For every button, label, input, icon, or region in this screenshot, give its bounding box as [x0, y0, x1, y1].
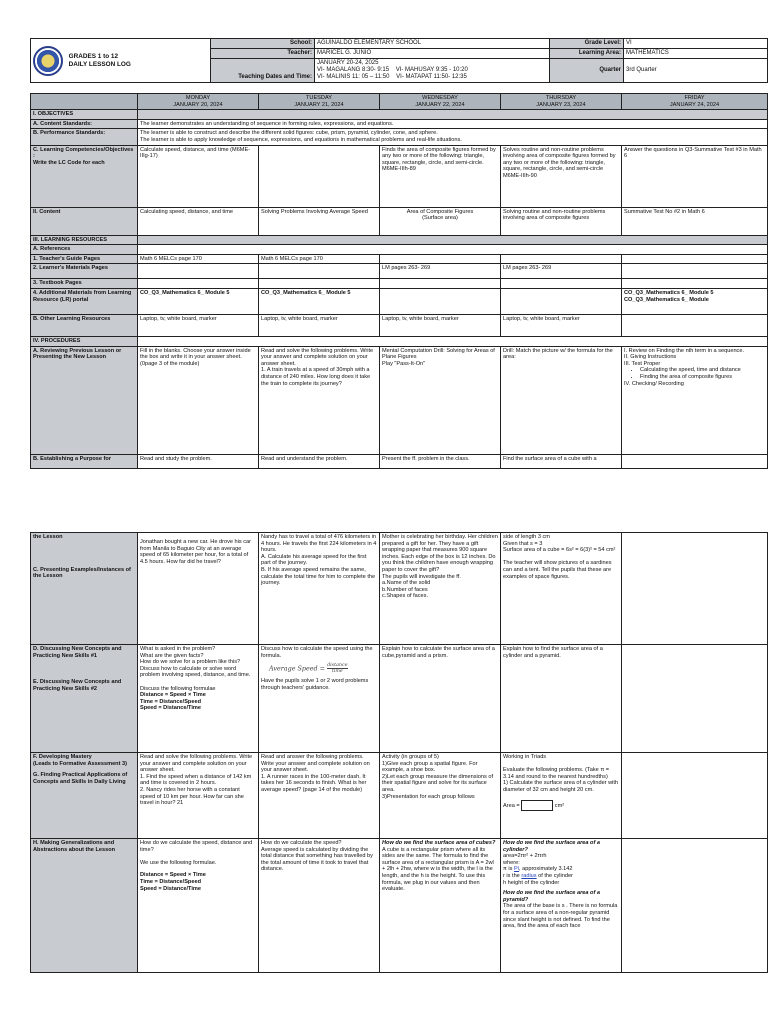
procedure-e-label: E. Discussing New Concepts and Practicing New Skills #2 [33, 679, 122, 692]
average-speed-formula: Average Speed = $\frac{\text{distance}}{\text{time}}$ [269, 663, 348, 675]
logo-title-cell [31, 39, 211, 83]
procedure-a-label: A. Reviewing Previous Lesson or Presenting the New Lesson [31, 346, 138, 454]
content-standards-value: The learner demonstrates an understanding of sequence in forming rules, expressions, and equations. [138, 119, 768, 129]
radius-link[interactable]: radius [521, 872, 537, 879]
learners-materials-wednesday: LM pages 263- 269 [380, 264, 501, 279]
procedure-fg-thursday: Working in Triads Evaluate the following problems. (Take π = 3.14 and round to the nearest hundredths) 1) Calculate the surface area of a cylinder with diameter of 32 cm and height 20 cm. Area = cm² [501, 753, 622, 839]
competency-friday: Answer the questions in Q3-Summative Test #3 in Math 6 [622, 145, 768, 207]
day-monday: MONDAY JANUARY 20, 2024 [138, 94, 259, 110]
procedure-b-monday: Read and study the problem. [138, 454, 259, 468]
list-item: • Finding the area of composite figures [640, 374, 765, 381]
additional-materials-tuesday: CO_Q3_Mathematics 6_ Module 5 [259, 288, 380, 314]
quarter-value: 3rd Quarter [624, 59, 768, 83]
procedure-fg-tuesday: Read and answer the following problems. Write your answer and complete solution on your answer sheet. 1. A runner races in the 100-meter dash. It takes her 16 seconds to finish. What is her average speed? (page 14 of the module) [259, 753, 380, 839]
header-table [30, 38, 768, 83]
procedures-heading: IV. PROCEDURES [31, 336, 138, 346]
competency-tuesday [259, 145, 380, 207]
lesson-table-page-1 [30, 93, 768, 469]
procedure-g-label: G. Finding Practical Applications of Concepts and Skills in Daily Living [33, 772, 128, 785]
procedure-de-wednesday: Explain how to calculate the surface area of a cube,pyramid and a prism. [380, 645, 501, 753]
lesson-table-page-2 [30, 532, 768, 973]
learners-materials-thursday: LM pages 263- 269 [501, 264, 622, 279]
procedure-b-tuesday: Read and understand the problem. [259, 454, 380, 468]
procedure-h-monday: How do we calculate the speed, distance and time? We use the following formulae. Distance = Speed × Time Time = Distance/Speed Speed = Distance/Time [138, 839, 259, 973]
procedure-fg-wednesday: Activity (in groups of 5) 1)Give each group a spatial figure. For example, a shoe box. 2)Let each group measure the dimensions of their spatial figure and solve for its surface area. 3)Presentation for each group follows [380, 753, 501, 839]
competency-wednesday: Finds the area of composite figures formed by any two or more of the following: triangle, square, rectangle, circle, and semi-circle. M6ME-IIIh-89 [380, 145, 501, 207]
procedure-b-wednesday: Present the ff. problem in the class. [380, 454, 501, 468]
procedure-b-label: B. Establishing a Purpose for [31, 454, 138, 468]
teacher-label: Teacher: [211, 49, 315, 59]
procedure-c-wednesday: Mother is celebrating her birthday. Her children prepared a gift for her. They have a gift wrapping paper that measures 900 square inches. Each edge of the box is 12 inches. Do you think the children have enough wrapping paper to cover the gift? The pupils will investigate the ff. a.Name of the solid b.Number of faces c.Shapes of faces. [380, 533, 501, 645]
procedure-a-friday: I. Review on Finding the nth term in a sequence. II. Giving Instructions III. Test Proper • Calculating the speed, time and distance • Finding the area of composite figures IV. Checking/ Recording [622, 346, 768, 454]
content-label: II. Content [31, 207, 138, 235]
test-proper-list [624, 367, 765, 380]
day-thursday: THURSDAY JANUARY 23, 2024 [501, 94, 622, 110]
list-item: • Calculating the speed, time and distance [640, 367, 765, 374]
procedure-f-label: F. Developing Mastery (Leads to Formative Assessment 3) [33, 754, 127, 767]
teacher-value: MARICEL G. JUNIO [315, 49, 550, 59]
school-label: School: [211, 39, 315, 49]
grade-label: Grade Level: [550, 39, 624, 49]
objectives-heading: I. OBJECTIVES [31, 110, 138, 120]
performance-standards-value: The learner is able to construct and describe the different solid figures: cube, prism, pyramid, cylinder, cone, and sphere. The learner is able to apply knowledge of sequence, expressions, and equations in mathematical problems and real-life situations. [138, 129, 768, 145]
teachers-guide-tuesday: Math 6 MELCs page 170 [259, 254, 380, 264]
speed-formulas: Distance = Speed × Time Time = Distance/Speed Speed = Distance/Time [140, 872, 206, 892]
procedure-b-label-cont: the Lesson [33, 534, 63, 540]
days-header-row [31, 94, 768, 110]
resources-heading: III. LEARNING RESOURCES [31, 235, 138, 245]
school-value: AGUINALDO ELEMENTARY SCHOOL [315, 39, 550, 49]
area-answer-box[interactable] [521, 800, 553, 811]
content-wednesday: Area of Composite Figures (Surface area) [380, 207, 501, 235]
learners-materials-label: 2. Learner's Materials Pages [31, 264, 138, 279]
deped-seal-icon [33, 46, 63, 76]
additional-materials-monday: CO_Q3_Mathematics 6_ Module 5 [138, 288, 259, 314]
procedure-fg-monday: Read and solve the following problems. Write your answer and complete solution on your answer sheet. 1. Find the speed when a distance of 142 km and time is covered in 2 hours. 2. Nancy rides her horse with a constant speed of 10 km per hour. How far can she travel in hour? 21 [138, 753, 259, 839]
content-thursday: Solving routine and non-routine problems involving area of composite figures [501, 207, 622, 235]
additional-materials-label: 4. Additional Materials from Learning Resource (LR) portal [31, 288, 138, 314]
procedure-c-label: C. Presenting Examples/Instances of the Lesson [33, 566, 131, 580]
other-resources-monday: Laptop, tv, white board, marker [138, 314, 259, 336]
other-resources-thursday: Laptop, tv, white board, marker [501, 314, 622, 336]
pi-link[interactable]: Pi [514, 866, 519, 873]
grade-value: VI [624, 39, 768, 49]
competency-monday: Calculate speed, distance, and time (M6ME-IIIg-17) [138, 145, 259, 207]
day-friday: FRIDAY JANUARY 24, 2024 [622, 94, 768, 110]
learning-area-label: Learning Area: [550, 49, 624, 59]
procedure-a-monday: Fill in the blanks. Choose your answer inside the box and write it in your answer sheet. (0page 3 of the module) [138, 346, 259, 454]
competencies-label: C. Learning Competencies/Objectives : Write the LC Code for each [31, 145, 138, 207]
dates-value: JANUARY 20-24, 2025 VI- MAGALANG 8:30- 9:15 VI- MAHUSAY 9:35 - 10:20 VI- MALINIS 11: 05 – 11:50 VI- MATAPAT 11:50- 12:35 [315, 59, 550, 83]
procedure-c-thursday: side of length 3 cm Given that s = 3 Surface area of a cube = 6s² = 6(3)² = 54 cm² The teacher will show pictures of a sardines can and a tent. Tell the pupils that these are examples of space figures. [501, 533, 622, 645]
teachers-guide-label: 1. Teacher's Guide Pages [31, 254, 138, 264]
log-title-line1: GRADES 1 to 12 [68, 52, 119, 60]
procedure-h-label: H. Making Generalizations and Abstractions about the Lesson [31, 839, 138, 973]
procedure-c-monday: Jonathan bought a new car. He drove his car from Manila to Baguio City at an average speed of 65 kilometer per hour, for a total of 4.5 hours. How far did he travel? [138, 533, 259, 645]
other-resources-wednesday: Laptop, tv, white board, marker [380, 314, 501, 336]
other-resources-tuesday: Laptop, tv, white board, marker [259, 314, 380, 336]
quarter-label: Quarter [550, 59, 624, 83]
additional-materials-friday: CO_Q3_Mathematics 6_ Module 5 CO_Q3_Mathematics 6_ Module [622, 288, 768, 314]
log-title-line2: DAILY LESSON LOG [68, 60, 131, 68]
procedure-d-label: D. Discussing New Concepts and Practicing New Skills #1 [33, 646, 122, 659]
references-label: A. References [31, 245, 138, 255]
content-tuesday: Solving Problems Involving Average Speed [259, 207, 380, 235]
procedure-b-thursday: Find the surface area of a cube with a [501, 454, 622, 468]
procedure-a-wednesday: Mental Computation Drill: Solving for Areas of Plane Figures Play "Pass-It-On" [380, 346, 501, 454]
procedure-de-monday: What is asked in the problem? What are the given facts? How do we solve for a problem like this? Discuss how to calculate or solve word problem involving speed, distance, and time. Discuss the following formulae Distance = Speed × Time Time = Distance/Speed Speed = Distance/Time [138, 645, 259, 753]
learning-area-value: MATHEMATICS [624, 49, 768, 59]
day-tuesday: TUESDAY JANUARY 21, 2024 [259, 94, 380, 110]
lesson-log-page-1 [30, 38, 767, 469]
procedure-h-tuesday: How do we calculate the speed? Average speed is calculated by dividing the total distance that something has travelled by the total amount of time it took to travel that distance. [259, 839, 380, 973]
textbook-pages-label: 3. Textbook Pages [31, 279, 138, 289]
procedure-de-tuesday: Discuss how to calculate the speed using the formula. Average Speed = $\frac{\text{distance}}{\text{time}}$ Have the pupils solve 1 or 2 word problems through teachers' guidance. [259, 645, 380, 753]
dates-label: Teaching Dates and Time: [211, 59, 315, 83]
content-monday: Calculating speed, distance, and time [138, 207, 259, 235]
competency-thursday: Solves routine and non-routine problems involving area of composite figures formed by any two or more of the following: triangle, square, rectangle, circle, and semi-circle M6ME-IIIh-90 [501, 145, 622, 207]
speed-formulas: Distance = Speed × Time Time = Distance/Speed Speed = Distance/Time [140, 692, 206, 712]
teachers-guide-monday: Math 6 MELCs page 170 [138, 254, 259, 264]
other-resources-label: B. Other Learning Resources [31, 314, 138, 336]
procedure-h-wednesday: How do we find the surface area of cubes? A cube is a rectangular prism where all its sides are the same. The formula to find the surface area of a rectangular prism is A = 2wl + 2lh + 2hw, where w is the width, the l is the length, and the h is the height. To use this formula, we plug in our values and then evaluate. [380, 839, 501, 973]
procedure-c-tuesday: Nandy has to travel a total of 476 kilometers in 4 hours. He travels the first 224 kilometers in 4 hours. A. Calculate his average speed for the first part of the journey. B. If his average speed remains the same, calculate the total time for him to complete the journey. [259, 533, 380, 645]
procedure-a-tuesday: Read and solve the following problems. Write your answer and complete solution on your answer sheet. 1. A train travels at a speed of 30mph with a distance of 240 miles. How long does it take the train to complete its journey? [259, 346, 380, 454]
procedure-de-thursday: Explain how to find the surface area of a cylinder and a pyramid. [501, 645, 622, 753]
content-friday: Summative Test No #2 in Math 6 [622, 207, 768, 235]
content-standards-label: A. Content Standards: [31, 119, 138, 129]
procedure-h-thursday: How do we find the surface area of a cylinder? area=2πr² + 2πrh where: π is Pi, approximately 3.142 r is the radius of the cylinder h height of the cylinder How do we find the surface area of a pyramid? The area of the base is s . There is no formula for a surface area of a non-regular pyramid since slant height is not defined. To find the area, find the area of each face [501, 839, 622, 973]
procedure-a-thursday: Drill: Match the picture w/ the formula for the area: [501, 346, 622, 454]
lesson-log-page-2 [30, 532, 767, 973]
day-wednesday: WEDNESDAY JANUARY 22, 2024 [380, 94, 501, 110]
performance-standards-label: B. Performance Standards: [31, 129, 138, 145]
